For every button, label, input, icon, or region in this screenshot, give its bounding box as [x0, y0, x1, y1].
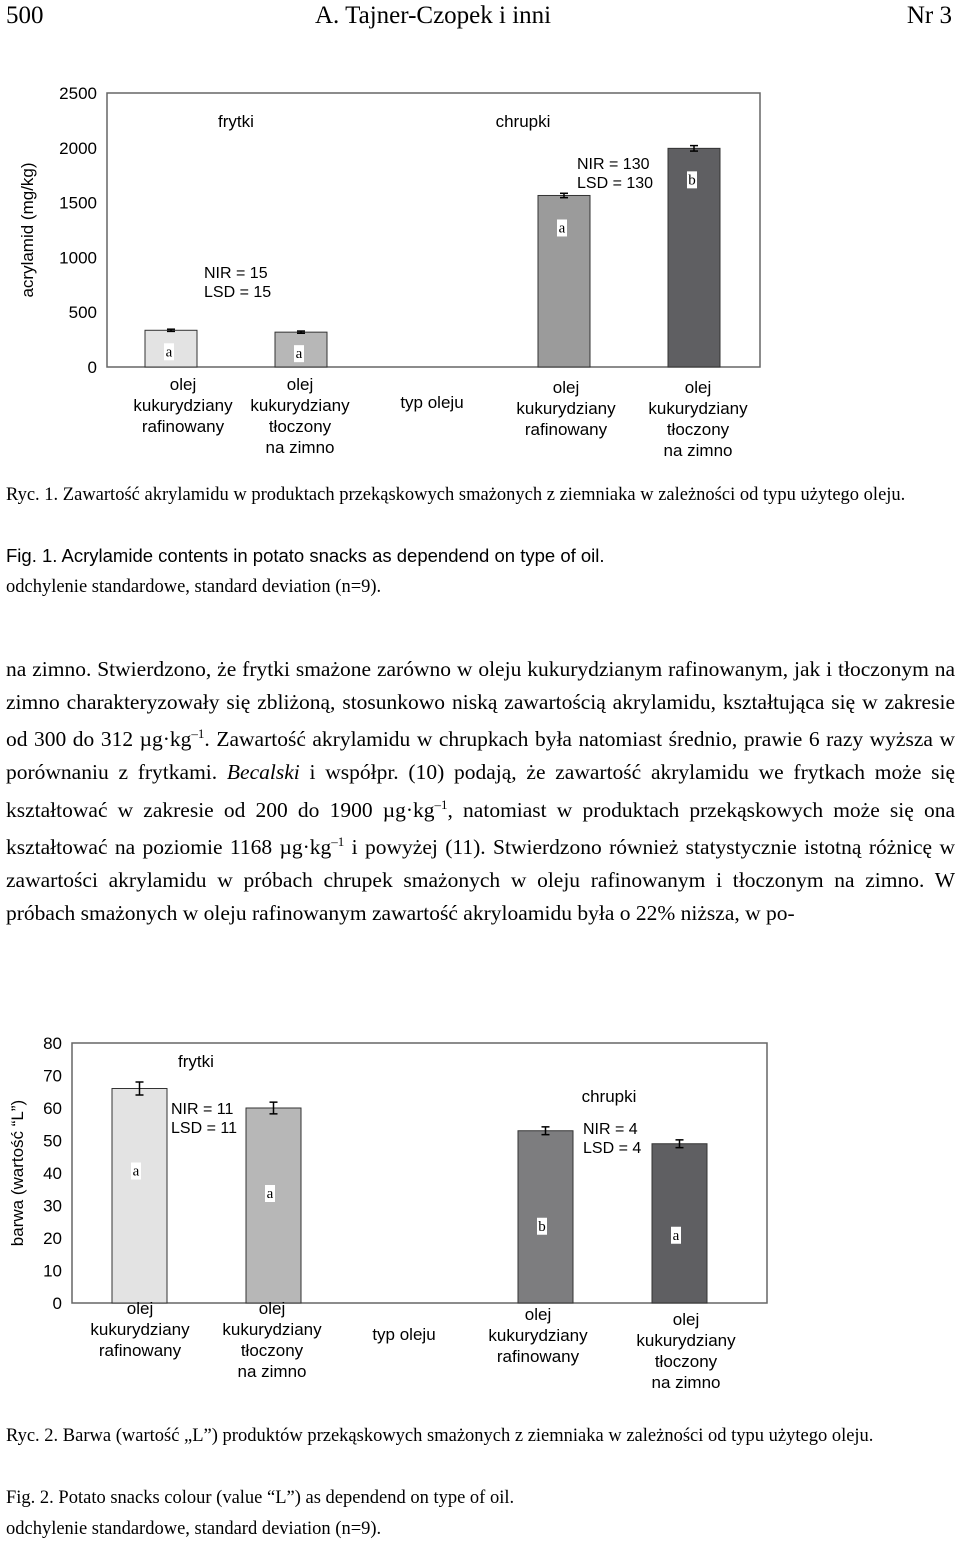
body-text-2: . Zawartość akrylamidu w chrupkach była natomiast średnio, prawie 6 razy wyższa w porównaniu z frytkami.: [6, 727, 955, 784]
y-tick-label: 30: [43, 1196, 62, 1216]
category-label: tłoczony: [240, 1341, 304, 1360]
category-label: olej: [552, 378, 580, 397]
category-label: kukurydziany: [133, 396, 233, 415]
nir-chrupki-label: NIR = 4: [583, 1121, 638, 1138]
category-label: rafinowany: [496, 1347, 580, 1366]
category-label: na zimno: [237, 1362, 307, 1381]
y-tick-label: 40: [43, 1164, 62, 1183]
category-label: kukurydziany: [516, 399, 616, 418]
y-tick-label: 0: [52, 1294, 62, 1313]
category-label: kukurydziany: [648, 399, 748, 418]
category-label: na zimno: [663, 441, 733, 460]
nir-frytki-label: NIR = 15: [204, 265, 268, 282]
y-tick-label: 0: [87, 358, 97, 377]
y-tick-label: 1500: [59, 193, 97, 213]
figure-1-chart: [0, 75, 960, 545]
category-label: rafinowany: [98, 1341, 182, 1360]
bar: [246, 1108, 301, 1303]
figure-1-note: odchylenie standardowe, standard deviation (n=9).: [6, 577, 382, 597]
nir-chrupki-label: NIR = 130: [577, 156, 650, 173]
significance-letter: a: [165, 344, 173, 361]
running-title: A. Tajner-Czopek i inni: [315, 2, 552, 29]
body-text-4: , natomiast w produktach przekąskowych może się ona kształtować na poziomie 1168 µg·kg: [6, 797, 955, 860]
figure-1-caption-en: Fig. 1. Acrylamide contents in potato snacks as dependend on type of oil.: [6, 545, 605, 566]
plot-frame: [107, 93, 760, 367]
figure-2-chart: [0, 1028, 960, 1423]
group-label-chrupki: chrupki: [581, 1087, 637, 1106]
significance-letter: b: [688, 172, 696, 189]
body-paragraph: [6, 653, 955, 929]
x-axis-label: typ oleju: [400, 393, 464, 412]
significance-letter: a: [558, 220, 566, 237]
y-axis-label: barwa (wartość “L”): [8, 1099, 27, 1247]
category-label: kukurydziany: [222, 1320, 322, 1339]
group-label-chrupki: chrupki: [495, 112, 551, 131]
category-label: olej: [524, 1305, 552, 1324]
significance-letter: a: [672, 1227, 680, 1244]
category-label: olej: [126, 1299, 154, 1318]
bar: [518, 1131, 573, 1303]
group-label-frytki: frytki: [218, 112, 254, 131]
category-label: olej: [672, 1310, 700, 1329]
bar: [112, 1089, 167, 1304]
unit-exponent-3: –1: [331, 834, 345, 850]
category-label: na zimno: [265, 438, 335, 457]
y-axis-label: acrylamid (mg/kg): [18, 162, 37, 298]
category-label: tłoczony: [666, 420, 730, 439]
category-label: tłoczony: [268, 417, 332, 436]
category-label: kukurydziany: [636, 1331, 736, 1350]
bar: [652, 1144, 707, 1303]
category-label: na zimno: [651, 1373, 721, 1392]
category-label: olej: [684, 378, 712, 397]
figure-1-caption-pl: Ryc. 1. Zawartość akrylamidu w produktach przekąskowych smażonych z ziemniaka w zależności od typu użytego oleju.: [6, 485, 906, 505]
significance-letter: a: [266, 1186, 274, 1202]
category-label: rafinowany: [141, 417, 225, 436]
nir-frytki-label: LSD = 15: [204, 284, 272, 301]
y-tick-label: 2000: [59, 138, 97, 158]
significance-letter: a: [132, 1163, 140, 1180]
nir-chrupki-label: LSD = 130: [577, 175, 654, 192]
category-label: kukurydziany: [250, 396, 350, 415]
group-label-frytki: frytki: [178, 1052, 214, 1071]
y-tick-label: 2500: [59, 84, 97, 103]
significance-letter: a: [295, 346, 303, 363]
unit-exponent-1: –1: [191, 726, 205, 742]
body-text-5: i powyżej (11). Stwierdzono również statystycznie istotną różnicę w zawartości akrylamidu w próbach chrupek smażonych w oleju rafinowanym i tłoczonym na zimno. W próbach smażonych w oleju rafinowanym zawartość akryloamidu była o 22% niższa, w po-: [6, 835, 955, 925]
figure-2-note: odchylenie standardowe, standard deviation (n=9).: [6, 1519, 382, 1539]
category-label: tłoczony: [654, 1352, 718, 1371]
y-tick-label: 1000: [59, 248, 97, 268]
nir-frytki-label: LSD = 11: [171, 1120, 237, 1137]
nir-frytki-label: NIR = 11: [171, 1101, 234, 1118]
body-text-3: i współpr. (10) podają, że zawartość akrylamidu we frytkach może się kształtować w zakresie od 200 do 1900 µg·kg: [6, 759, 956, 822]
x-axis-label: typ oleju: [372, 1325, 436, 1344]
figure-2-caption-en: Fig. 2. Potato snacks colour (value “L”) as dependend on type of oil.: [6, 1488, 515, 1508]
y-tick-label: 50: [43, 1131, 62, 1151]
y-tick-label: 500: [68, 303, 97, 323]
category-label: olej: [258, 1299, 286, 1318]
issue-number: Nr 3: [906, 2, 952, 29]
nir-chrupki-label: LSD = 4: [583, 1140, 642, 1157]
y-tick-label: 70: [43, 1066, 62, 1086]
y-tick-label: 80: [43, 1034, 62, 1053]
y-tick-label: 20: [43, 1229, 62, 1248]
body-text-1: na zimno. Stwierdzono, że frytki smażone zarówno w oleju kukurydzianym rafinowanym, jak i tłoczonym na zimno charakteryzowały się zbliżoną, stosunkowo niską zawartością akrylamidu, kształtująca się w zakresie od 300 do 312 µg·kg: [6, 657, 955, 752]
category-label: kukurydziany: [90, 1320, 190, 1339]
category-label: olej: [169, 375, 197, 394]
page-number: 500: [6, 2, 44, 29]
unit-exponent-2: –1: [434, 796, 448, 812]
category-label: olej: [286, 375, 314, 394]
category-label: rafinowany: [524, 420, 608, 439]
y-tick-label: 60: [43, 1099, 62, 1118]
cited-author: Becalski: [226, 759, 300, 784]
significance-letter: b: [538, 1218, 546, 1235]
y-tick-label: 10: [43, 1261, 62, 1281]
figure-2-caption-pl: Ryc. 2. Barwa (wartość „L”) produktów przekąskowych smażonych z ziemniaka w zależności od typu użytego oleju.: [6, 1426, 874, 1446]
category-label: kukurydziany: [488, 1326, 588, 1345]
